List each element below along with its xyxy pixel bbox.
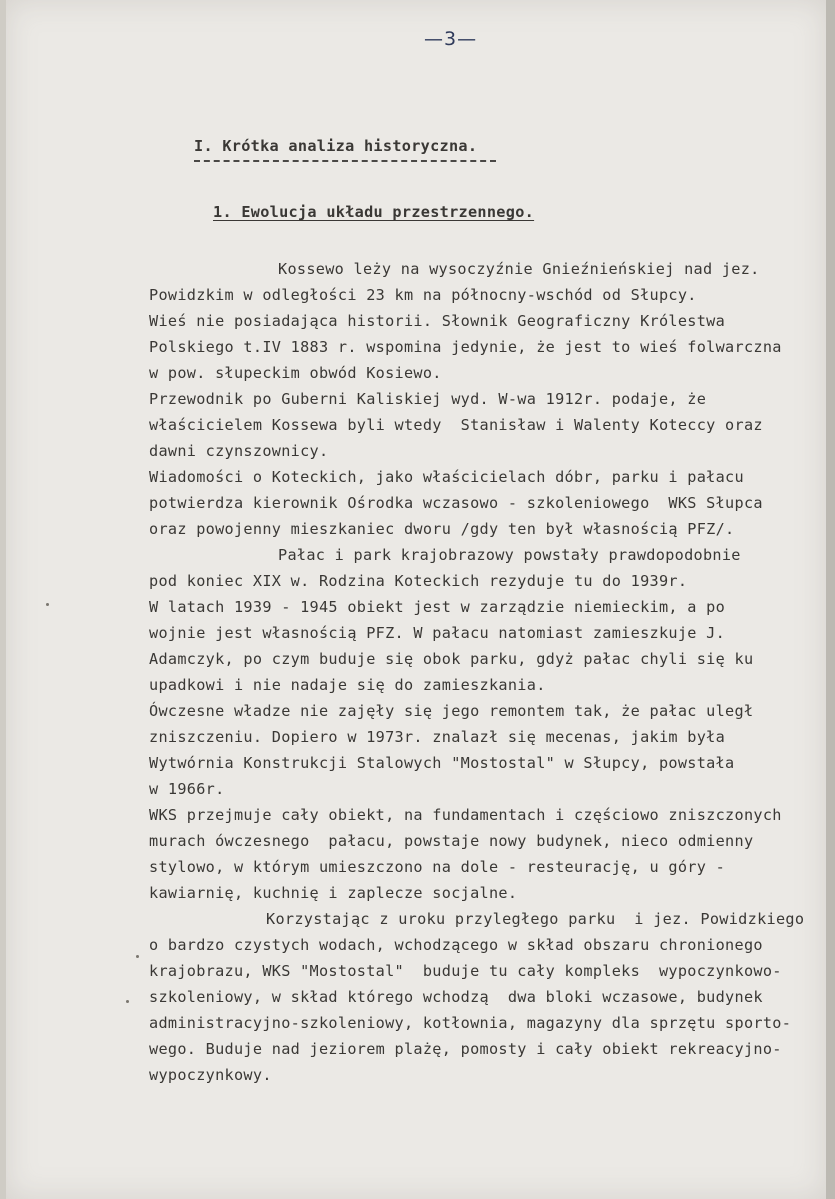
paper-speck xyxy=(46,603,49,606)
document-page xyxy=(6,0,827,1199)
body-line: w 1966r. xyxy=(149,780,225,798)
chapter-heading-underline xyxy=(194,160,496,162)
section-heading: 1. Ewolucja układu przestrzennego. xyxy=(213,203,535,221)
body-line: właścicielem Kossewa byli wtedy Stanisław i Walenty Koteccy oraz xyxy=(149,416,763,434)
body-line: upadkowi i nie nadaje się do zamieszkania. xyxy=(149,676,546,694)
body-line: stylowo, w którym umieszczono na dole - resteurację, u góry - xyxy=(149,858,726,876)
chapter-heading: I. Krótka analiza historyczna. xyxy=(194,137,478,155)
body-line: o bardzo czystych wodach, wchodzącego w skład obszaru chronionego xyxy=(149,936,763,954)
body-line: Wiadomości o Koteckich, jako właścicielach dóbr, parku i pałacu xyxy=(149,468,744,486)
body-line: W latach 1939 - 1945 obiekt jest w zarządzie niemieckim, a po xyxy=(149,598,726,616)
body-line: Pałac i park krajobrazowy powstały prawdopodobnie xyxy=(278,546,741,564)
body-line: wojnie jest własnością PFZ. W pałacu natomiast zamieszkuje J. xyxy=(149,624,726,642)
scan-edge xyxy=(826,0,835,1199)
body-line: oraz powojenny mieszkaniec dworu /gdy ten był własnością PFZ/. xyxy=(149,520,735,538)
body-line: szkoleniowy, w skład którego wchodzą dwa bloki wczasowe, budynek xyxy=(149,988,763,1006)
body-line: dawni czynszownicy. xyxy=(149,442,329,460)
body-line: WKS przejmuje cały obiekt, na fundamentach i częściowo zniszczonych xyxy=(149,806,782,824)
body-line: Ówczesne władze nie zajęły się jego remontem tak, że pałac uległ xyxy=(149,702,754,720)
body-line: kawiarnię, kuchnię i zaplecze socjalne. xyxy=(149,884,518,902)
body-line: murach ówczesnego pałacu, powstaje nowy budynek, nieco odmienny xyxy=(149,832,754,850)
body-line: Adamczyk, po czym buduje się obok parku, gdyż pałac chyli się ku xyxy=(149,650,754,668)
body-line: wego. Buduje nad jeziorem plażę, pomosty i cały obiekt rekreacyjno- xyxy=(149,1040,782,1058)
body-line: Wieś nie posiadająca historii. Słownik Geograficzny Królestwa xyxy=(149,312,726,330)
body-line: Polskiego t.IV 1883 r. wspomina jedynie, że jest to wieś folwarczna xyxy=(149,338,782,356)
body-line: w pow. słupeckim obwód Kosiewo. xyxy=(149,364,442,382)
body-line: Wytwórnia Konstrukcji Stalowych "Mostostal" w Słupcy, powstała xyxy=(149,754,735,772)
body-line: potwierdza kierownik Ośrodka wczasowo - szkoleniowego WKS Słupca xyxy=(149,494,763,512)
body-line: Kossewo leży na wysoczyźnie Gnieźnieńskiej nad jez. xyxy=(278,260,760,278)
paper-speck xyxy=(126,1000,129,1003)
body-line: Przewodnik po Guberni Kaliskiej wyd. W-wa 1912r. podaje, że xyxy=(149,390,707,408)
body-line: zniszczeniu. Dopiero w 1973r. znalazł się mecenas, jakim była xyxy=(149,728,726,746)
body-line: Powidzkim w odległości 23 km na północny-wschód od Słupcy. xyxy=(149,286,697,304)
body-line: krajobrazu, WKS "Mostostal" buduje tu cały kompleks wypoczynkowo- xyxy=(149,962,782,980)
body-line: Korzystając z uroku przyległego parku i jez. Powidzkiego xyxy=(266,910,805,928)
paper-speck xyxy=(136,955,139,958)
body-line: wypoczynkowy. xyxy=(149,1066,272,1084)
page-number: —3— xyxy=(424,28,478,50)
body-line: pod koniec XIX w. Rodzina Koteckich rezyduje tu do 1939r. xyxy=(149,572,688,590)
body-line: administracyjno-szkoleniowy, kotłownia, magazyny dla sprzętu sporto- xyxy=(149,1014,792,1032)
